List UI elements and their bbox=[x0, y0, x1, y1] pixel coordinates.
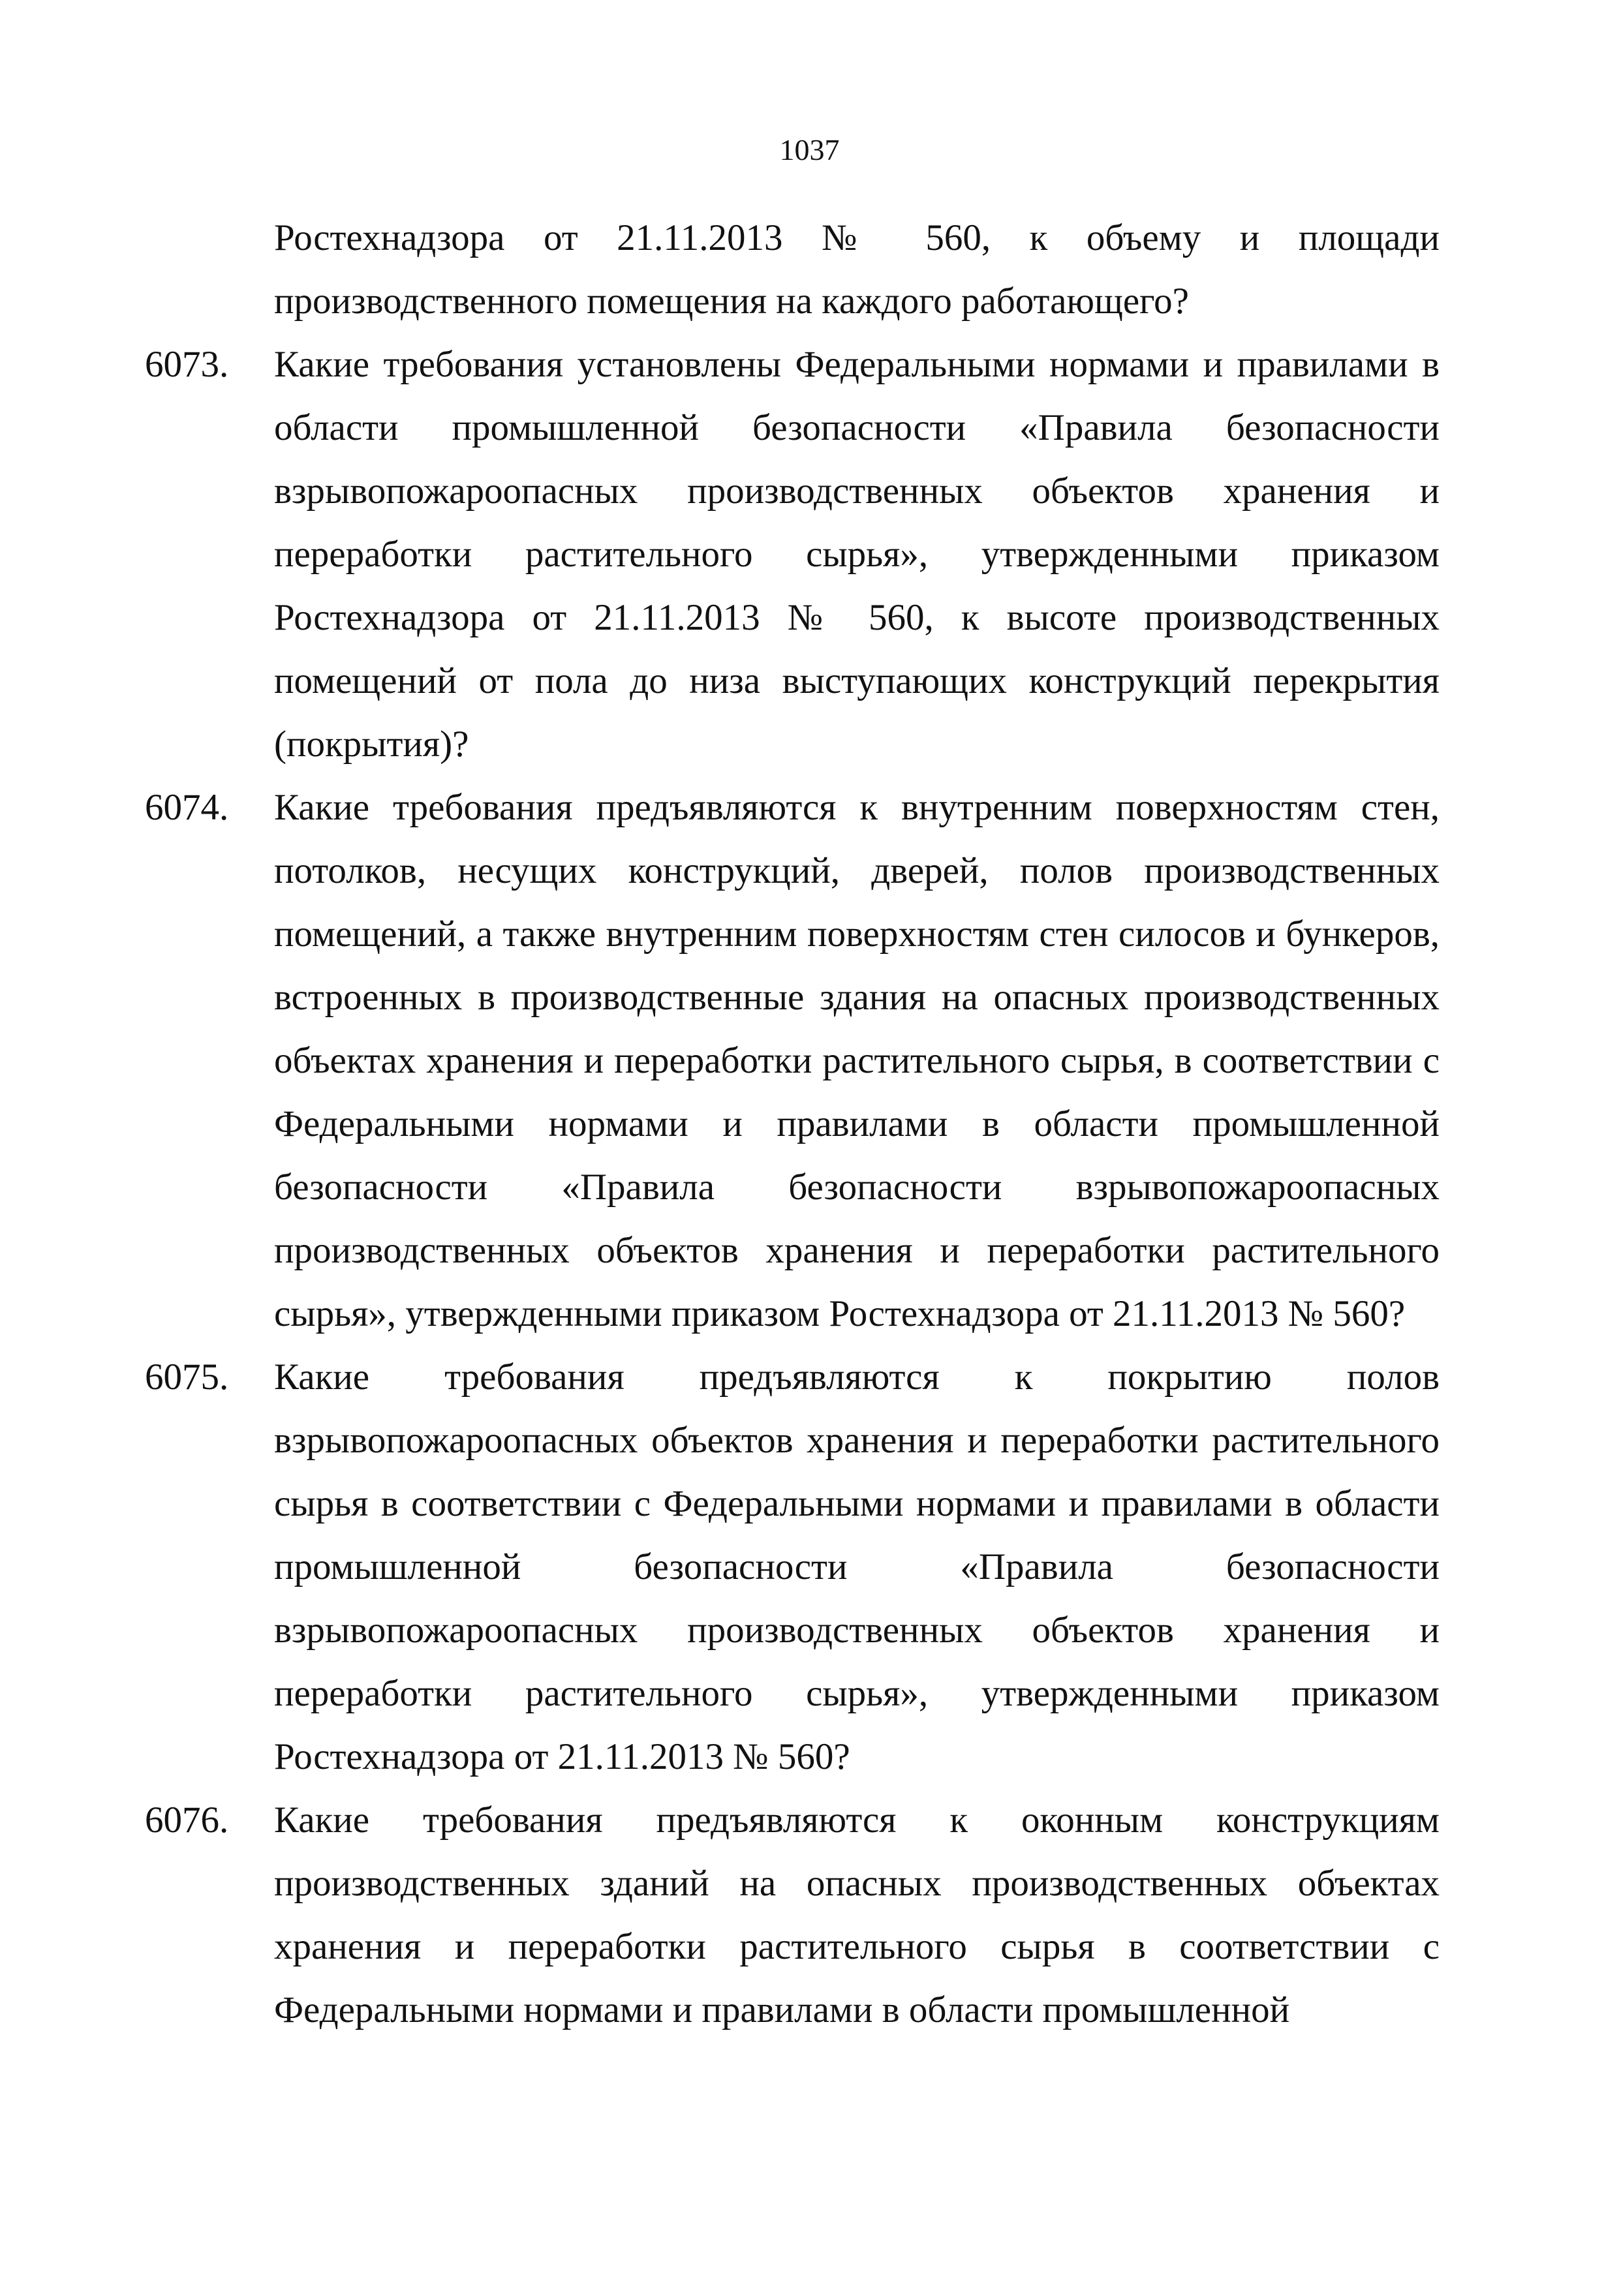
question-text: Какие требования предъявляются к оконным конструкциям производственных зданий на опасных производственных объектах хранения и переработки растительного сырья в соответствии с Федеральными нормами и правилами в области промышленной bbox=[274, 1799, 1440, 2030]
question-text: Какие требования установлены Федеральными нормами и правилами в области промышленной безопасности «Правила безопасности взрывопожароопасных производственных объектов хранения и переработки растительного сырья», утвержденными приказом Ростехнадзора от 21.11.2013 № 560, к высоте производственных помещений от пола до низа выступающих конструкций перекрытия (покрытия)? bbox=[274, 344, 1440, 765]
question-6076 bbox=[145, 1788, 1440, 2042]
question-text: Какие требования предъявляются к внутренним поверхностям стен, потолков, несущих конструкций, дверей, полов производственных помещений, а также внутренним поверхностям стен силосов и бункеров, встроенных в производственные здания на опасных производственных объектах хранения и переработки растительного сырья, в соответствии с Федеральными нормами и правилами в области промышленной безопасности «Правила безопасности взрывопожароопасных производственных объектов хранения и переработки растительного сырья», утвержденными приказом Ростехнадзора от 21.11.2013 № 560? bbox=[274, 787, 1440, 1334]
question-6074 bbox=[145, 776, 1440, 1345]
question-number: 6075. bbox=[145, 1356, 229, 1398]
question-number: 6073. bbox=[145, 344, 229, 385]
continuation-paragraph: Ростехнадзора от 21.11.2013 № 560, к объему и площади производственного помещения на каждого работающего? bbox=[274, 217, 1440, 322]
question-number: 6074. bbox=[145, 787, 229, 828]
question-6073 bbox=[145, 333, 1440, 776]
question-number: 6076. bbox=[145, 1799, 229, 1841]
document-body bbox=[145, 206, 1440, 2042]
question-text: Какие требования предъявляются к покрытию полов взрывопожароопасных объектов хранения и переработки растительного сырья в соответствии с Федеральными нормами и правилами в области промышленной безопасности «Правила безопасности взрывопожароопасных производственных объектов хранения и переработки растительного сырья», утвержденными приказом Ростехнадзора от 21.11.2013 № 560? bbox=[274, 1356, 1440, 1777]
question-6075 bbox=[145, 1345, 1440, 1788]
page-number: 1037 bbox=[779, 133, 840, 166]
